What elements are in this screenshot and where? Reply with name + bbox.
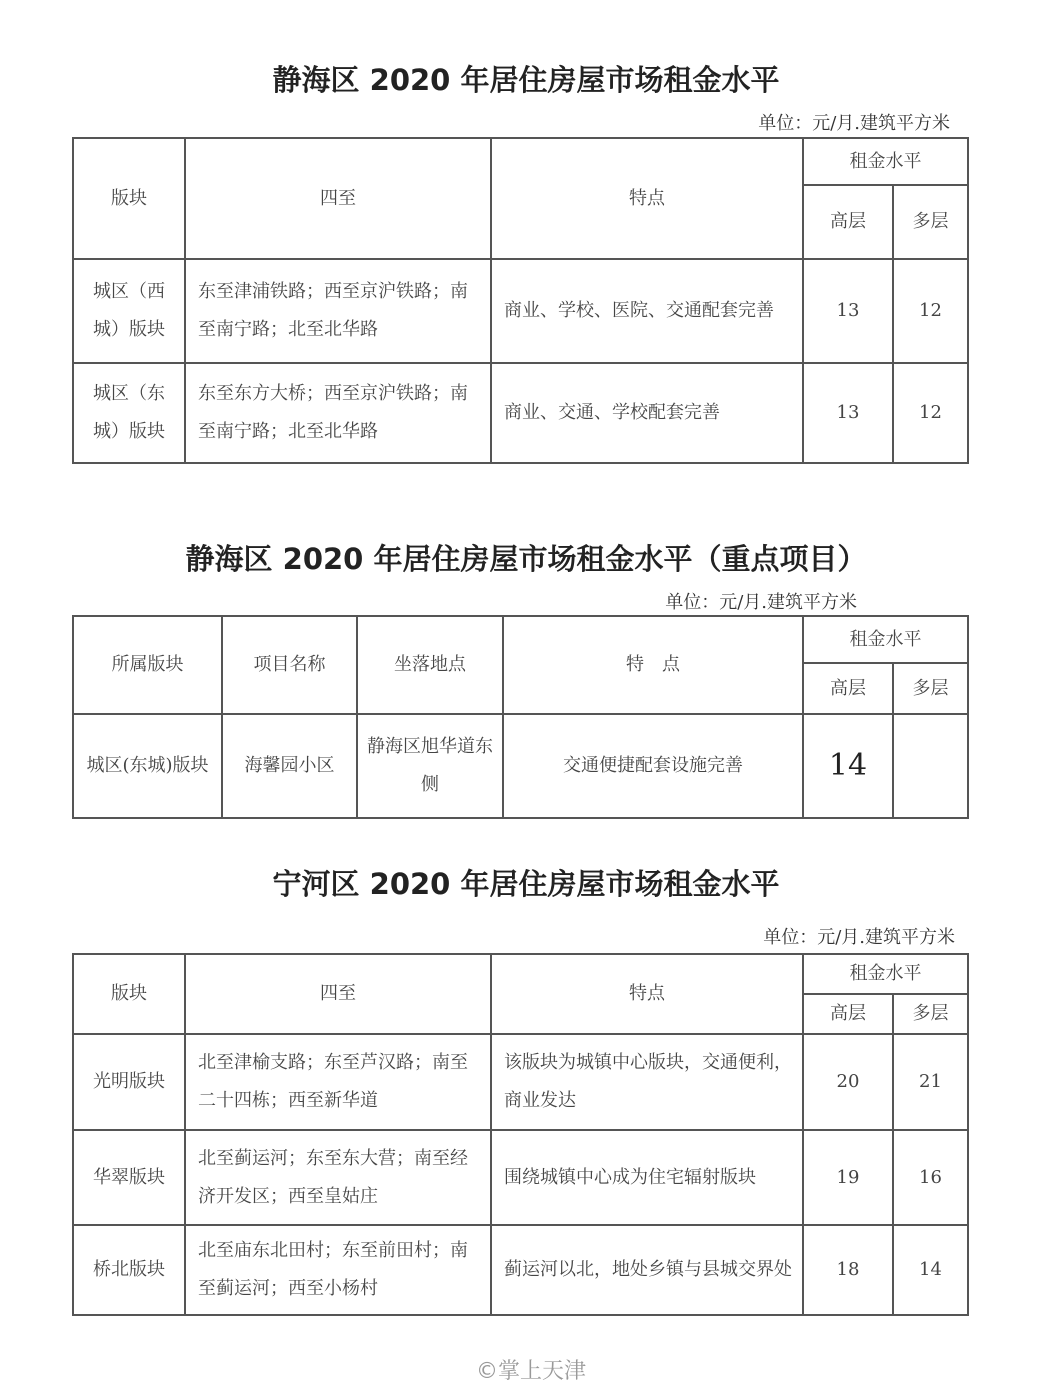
cell-high: 14 <box>803 714 893 818</box>
watermark: ©掌上天津 <box>476 1359 587 1384</box>
header-project: 项目名称 <box>222 616 357 714</box>
table1 <box>72 137 969 464</box>
table-row <box>73 363 968 463</box>
cell-bounds: 东至东方大桥；西至京沪铁路；南至南宁路；北至北华路 <box>185 363 491 463</box>
cell-multi: 14 <box>893 1225 968 1315</box>
table1-unit: 单位：元/月.建筑平方米 <box>758 113 950 134</box>
table-row <box>73 714 968 818</box>
cell-multi: 12 <box>893 259 968 363</box>
cell-location: 静海区旭华道东侧 <box>357 714 503 818</box>
cell-bounds: 北至庙东北田村；东至前田村；南至蓟运河；西至小杨村 <box>185 1225 491 1315</box>
cell-multi <box>893 714 968 818</box>
header-bounds: 四至 <box>185 138 491 259</box>
header-block: 版块 <box>73 954 185 1034</box>
cell-features: 围绕城镇中心成为住宅辐射版块 <box>491 1130 803 1225</box>
cell-multi: 12 <box>893 363 968 463</box>
cell-block: 城区(东城)版块 <box>73 714 222 818</box>
table-row <box>73 1130 968 1225</box>
header-rent: 租金水平 <box>803 954 968 994</box>
cell-block: 光明版块 <box>73 1034 185 1130</box>
header-multi: 多层 <box>893 185 968 259</box>
cell-high: 18 <box>803 1225 893 1315</box>
header-features: 特点 <box>491 138 803 259</box>
cell-high: 13 <box>803 259 893 363</box>
table3 <box>72 953 969 1316</box>
cell-block: 桥北版块 <box>73 1225 185 1315</box>
table3-unit: 单位：元/月.建筑平方米 <box>763 927 955 948</box>
header-multi: 多层 <box>893 994 968 1034</box>
cell-high: 20 <box>803 1034 893 1130</box>
cell-block: 城区（西城）版块 <box>73 259 185 363</box>
cell-features: 该版块为城镇中心版块，交通便利，商业发达 <box>491 1034 803 1130</box>
header-rent: 租金水平 <box>803 138 968 185</box>
table2-title: 静海区 2020 年居住房屋市场租金水平（重点项目） <box>185 542 867 576</box>
cell-features: 交通便捷配套设施完善 <box>503 714 803 818</box>
header-rent: 租金水平 <box>803 616 968 663</box>
cell-high: 13 <box>803 363 893 463</box>
table2 <box>72 615 969 819</box>
header-features: 特点 <box>491 954 803 1034</box>
cell-block: 城区（东城）版块 <box>73 363 185 463</box>
header-high: 高层 <box>803 994 893 1034</box>
cell-multi: 21 <box>893 1034 968 1130</box>
cell-project: 海馨园小区 <box>222 714 357 818</box>
header-high: 高层 <box>803 185 893 259</box>
cell-features: 蓟运河以北，地处乡镇与县城交界处 <box>491 1225 803 1315</box>
header-location: 坐落地点 <box>357 616 503 714</box>
header-block: 所属版块 <box>73 616 222 714</box>
table3-title: 宁河区 2020 年居住房屋市场租金水平 <box>272 867 780 901</box>
cell-high: 19 <box>803 1130 893 1225</box>
table2-unit: 单位：元/月.建筑平方米 <box>665 592 857 613</box>
cell-bounds: 北至津榆支路；东至芦汉路；南至二十四栋；西至新华道 <box>185 1034 491 1130</box>
header-features: 特 点 <box>503 616 803 714</box>
header-multi: 多层 <box>893 663 968 714</box>
header-bounds: 四至 <box>185 954 491 1034</box>
table1-title: 静海区 2020 年居住房屋市场租金水平 <box>272 63 780 97</box>
cell-features: 商业、交通、学校配套完善 <box>491 363 803 463</box>
cell-bounds: 北至蓟运河；东至东大营；南至经济开发区；西至皇姑庄 <box>185 1130 491 1225</box>
table-row <box>73 259 968 363</box>
cell-bounds: 东至津浦铁路；西至京沪铁路；南至南宁路；北至北华路 <box>185 259 491 363</box>
cell-features: 商业、学校、医院、交通配套完善 <box>491 259 803 363</box>
cell-multi: 16 <box>893 1130 968 1225</box>
table-row <box>73 1225 968 1315</box>
table-row <box>73 1034 968 1130</box>
header-block: 版块 <box>73 138 185 259</box>
header-high: 高层 <box>803 663 893 714</box>
cell-block: 华翠版块 <box>73 1130 185 1225</box>
